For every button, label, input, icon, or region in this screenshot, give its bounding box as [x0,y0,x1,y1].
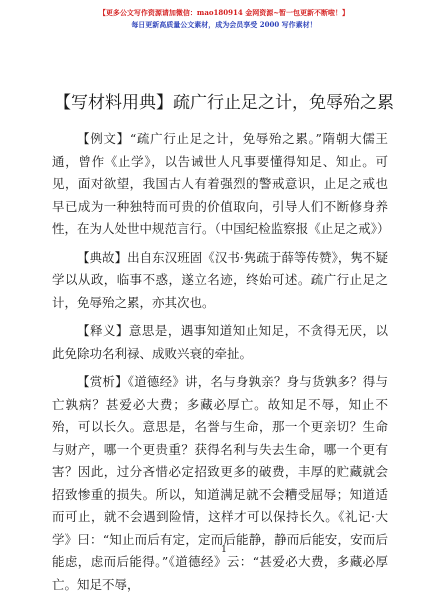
document-title: 【写材料用典】疏广行止足之计，免辱殆之累 [54,93,394,113]
paragraph-appreciation: 【赏析】《道德经》讲，名与身孰亲？身与货孰多？得与亡孰病？甚爱必大费；多藏必厚亡。故知足不辱，知止不殆，可以长久。意思是，名誉与生命，那一个更亲切？生命与财产，哪一个更贵重？获得名利与失去生命，哪一个更有害？因此，过分吝惜必定招致更多的破费，丰厚的贮藏就会招致惨重的损失。所以，知道满足就不会糟受屈辱；知道适而可止，就不会遇到险情，这样才可以保持长久。《礼记·大学》曰：“知止而后有定，定而后能静，静而后能安，安而后能虑，虑而后能得。”《道德经》云：“甚爱必大费，多藏必厚亡。知足不辱， [52,374,388,592]
paragraph-allusion: 【典故】出自东汉班固《汉书·隽疏于薛等传赞》，隽不疑学以从政，临事不惑，遂立名迹，终始可述。疏广行止足之计，免辱殆之累，亦其次也。 [52,249,388,310]
paragraph-meaning: 【释义】意思是，遇事知道知止知足，不贪得无厌，以此免除功名利禄、成败兴衰的牵扯。 [52,323,388,361]
header-banner [0,8,448,30]
banner-line-1: 【更多公文写作资源请加微信：mao180914 金网资源~暂一包更新不断啦！】 [98,8,350,17]
page-number: 1 [221,545,227,555]
paragraph-example: 【例文】“疏广行止足之计，免辱殆之累。”隋朝大儒王通，曾作《止学》，以告诫世人凡事要懂得知足、知止。可见，面对欲望，我国古人有着强烈的警戒意识，止足之戒也早已成为一种独特而可贵的价值取向，引导人们不断修身养性，在为人处世中规范言行。（中国纪检监察报《止足之戒》） [52,131,390,236]
document-body [52,128,388,602]
banner-line-2: 每日更新高质量公文素材，成为会员享受 2000 写作素材！ [131,20,317,29]
